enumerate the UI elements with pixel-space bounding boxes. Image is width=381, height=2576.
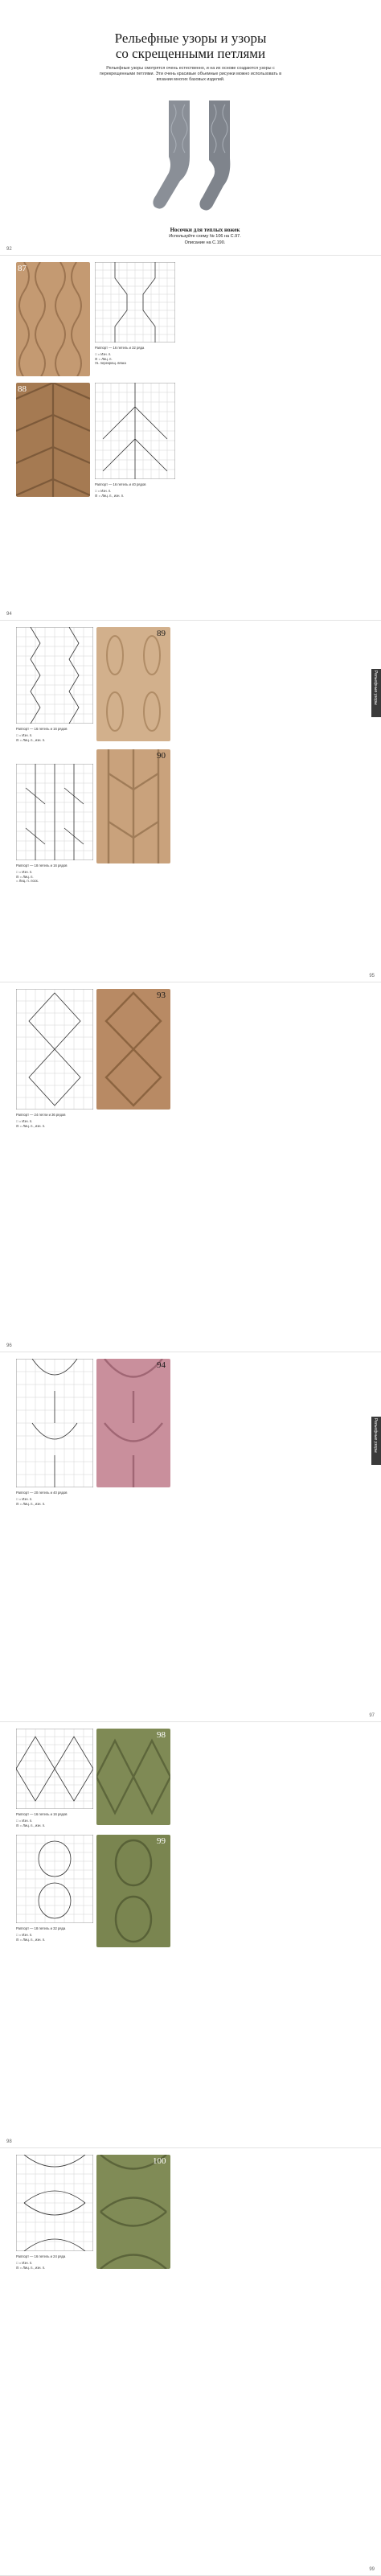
knit-swatch-100 xyxy=(96,2155,170,2269)
rapport-89: Раппорт — 16 петель и 16 рядов xyxy=(16,727,68,731)
legend-item: □ = Изн. п. xyxy=(16,1119,33,1123)
legend-94 xyxy=(16,1497,104,1506)
intro-text: Рельефные узоры смотрятся очень естественно, и на их основе создаются узоры с перекрещенными петлями. Эти очень красивые объемные рисунки можно использовать в вязании многих базовых изделий. xyxy=(99,66,282,83)
knit-swatch-94 xyxy=(96,1359,170,1487)
rapport-100: Раппорт — 16 петель и 24 ряда xyxy=(16,2254,66,2258)
legend-item: □ = Изн. п. xyxy=(16,1819,33,1823)
title-line-2: со скрещенными петлями xyxy=(115,46,266,61)
rapport-90: Раппорт — 18 петель и 16 рядов xyxy=(16,863,68,868)
page-number: 92 xyxy=(6,247,12,252)
legend-item: □ = Изн. п. xyxy=(16,1933,33,1937)
caption-description-ref: Описание на С.190. xyxy=(184,240,226,245)
legend-item: □ = Изн. п. xyxy=(16,870,33,874)
pattern-number-100: 100 xyxy=(153,2156,166,2166)
page-number: 96 xyxy=(6,1343,12,1348)
pattern-number-89: 89 xyxy=(157,629,166,638)
legend-item: ⊟ = Лиц. п., изн. п. xyxy=(16,1123,46,1128)
pattern-page-96 xyxy=(0,982,381,1352)
pattern-number-93: 93 xyxy=(157,991,166,1000)
knit-chart-87 xyxy=(95,262,175,343)
knit-swatch-90 xyxy=(96,749,170,863)
legend-item: □ = Изн. п. xyxy=(16,2261,33,2265)
section-tab-label: Рельефные узоры xyxy=(373,1418,378,1453)
legend-89 xyxy=(16,733,104,742)
caption-title: Носочки для теплых ножек xyxy=(170,227,240,233)
knit-swatch-99 xyxy=(96,1835,170,1947)
knit-swatch-93 xyxy=(96,989,170,1110)
legend-item: □ = Изн. п. xyxy=(95,352,112,356)
section-tab xyxy=(371,669,381,717)
page-number: 99 xyxy=(369,2567,375,2572)
legend-item: □ = Изн. п. xyxy=(16,733,33,737)
knit-chart-88 xyxy=(95,383,175,479)
title-page xyxy=(0,0,381,256)
legend-item: □ = Изн. п. xyxy=(95,489,112,493)
legend-88 xyxy=(95,489,183,498)
pattern-page-97 xyxy=(0,1352,381,1722)
pattern-page-98 xyxy=(0,1722,381,2148)
rapport-87: Раппорт — 16 петель и 32 ряда xyxy=(95,346,145,350)
socks-photo xyxy=(153,96,249,217)
section-tab-label: Рельефные узоры xyxy=(373,671,378,705)
legend-98 xyxy=(16,1819,104,1827)
legend-93 xyxy=(16,1119,104,1128)
legend-item: ⊟ = Лиц. п., изн. п. xyxy=(16,1501,46,1506)
rapport-94: Раппорт — 20 петель и 40 рядов xyxy=(16,1491,68,1495)
legend-99 xyxy=(16,1933,104,1942)
caption-scheme-ref: Используйте схему № 106 на С.97. xyxy=(169,234,241,239)
legend-item: □ = Изн. п. xyxy=(16,1497,33,1501)
pattern-page-95 xyxy=(0,621,381,982)
pattern-number-99: 99 xyxy=(157,1836,166,1846)
rapport-93: Раппорт — 24 петли и 36 рядов xyxy=(16,1113,66,1117)
rapport-99: Раппорт — 18 петель и 32 ряда xyxy=(16,1926,66,1930)
pattern-number-88: 88 xyxy=(18,384,27,394)
legend-item: ⊟ = Лиц. п., изн. п. xyxy=(16,1937,46,1942)
knit-chart-99 xyxy=(16,1835,93,1923)
page-number: 97 xyxy=(369,1713,375,1718)
knit-chart-93 xyxy=(16,989,93,1110)
knit-chart-100 xyxy=(16,2155,93,2251)
knit-swatch-89 xyxy=(96,627,170,741)
knit-chart-89 xyxy=(16,627,93,724)
photo-caption xyxy=(149,227,261,246)
page-number: 95 xyxy=(369,974,375,978)
legend-90 xyxy=(16,870,104,884)
legend-item: ⊟ = Лиц. п., изн. п. xyxy=(16,1823,46,1827)
knit-chart-90 xyxy=(16,764,93,860)
legend-item: ⊟ = Лиц. п. xyxy=(95,356,113,361)
legend-100 xyxy=(16,2261,104,2270)
knit-chart-94 xyxy=(16,1359,93,1487)
socks-illustration xyxy=(153,96,249,217)
pattern-number-98: 98 xyxy=(157,1730,166,1740)
legend-item: ⊟ = Лиц. п., изн. п. xyxy=(95,493,125,498)
knit-chart-98 xyxy=(16,1729,93,1809)
legend-item: ⊟ = Лиц. п., изн. п. xyxy=(16,2265,46,2270)
rapport-88: Раппорт — 16 петель и 40 рядов xyxy=(95,482,146,486)
title-line-1: Рельефные узоры и узоры xyxy=(114,31,267,46)
section-tab xyxy=(371,1417,381,1465)
page-number: 98 xyxy=(6,2139,12,2144)
pattern-page-94 xyxy=(0,256,381,621)
pattern-page-99 xyxy=(0,2148,381,2576)
legend-item: ⊟ = Лиц. п. xyxy=(16,874,34,879)
page-number: 94 xyxy=(6,612,12,617)
pattern-number-94: 94 xyxy=(157,1360,166,1370)
knit-swatch-87 xyxy=(16,262,90,376)
legend-item: Уз. перекрещ. вязка xyxy=(95,361,126,365)
knit-swatch-88 xyxy=(16,383,90,497)
pattern-number-90: 90 xyxy=(157,751,166,761)
legend-item: ⊟ = Лиц. п., изн. п. xyxy=(16,737,46,742)
legend-item: = Лиц. п. лоск. xyxy=(16,879,39,883)
rapport-98: Раппорт — 16 петель и 16 рядов xyxy=(16,1812,68,1816)
knit-swatch-98 xyxy=(96,1729,170,1825)
page-title xyxy=(0,31,381,61)
pattern-number-87: 87 xyxy=(18,264,27,273)
legend-87 xyxy=(95,352,183,366)
